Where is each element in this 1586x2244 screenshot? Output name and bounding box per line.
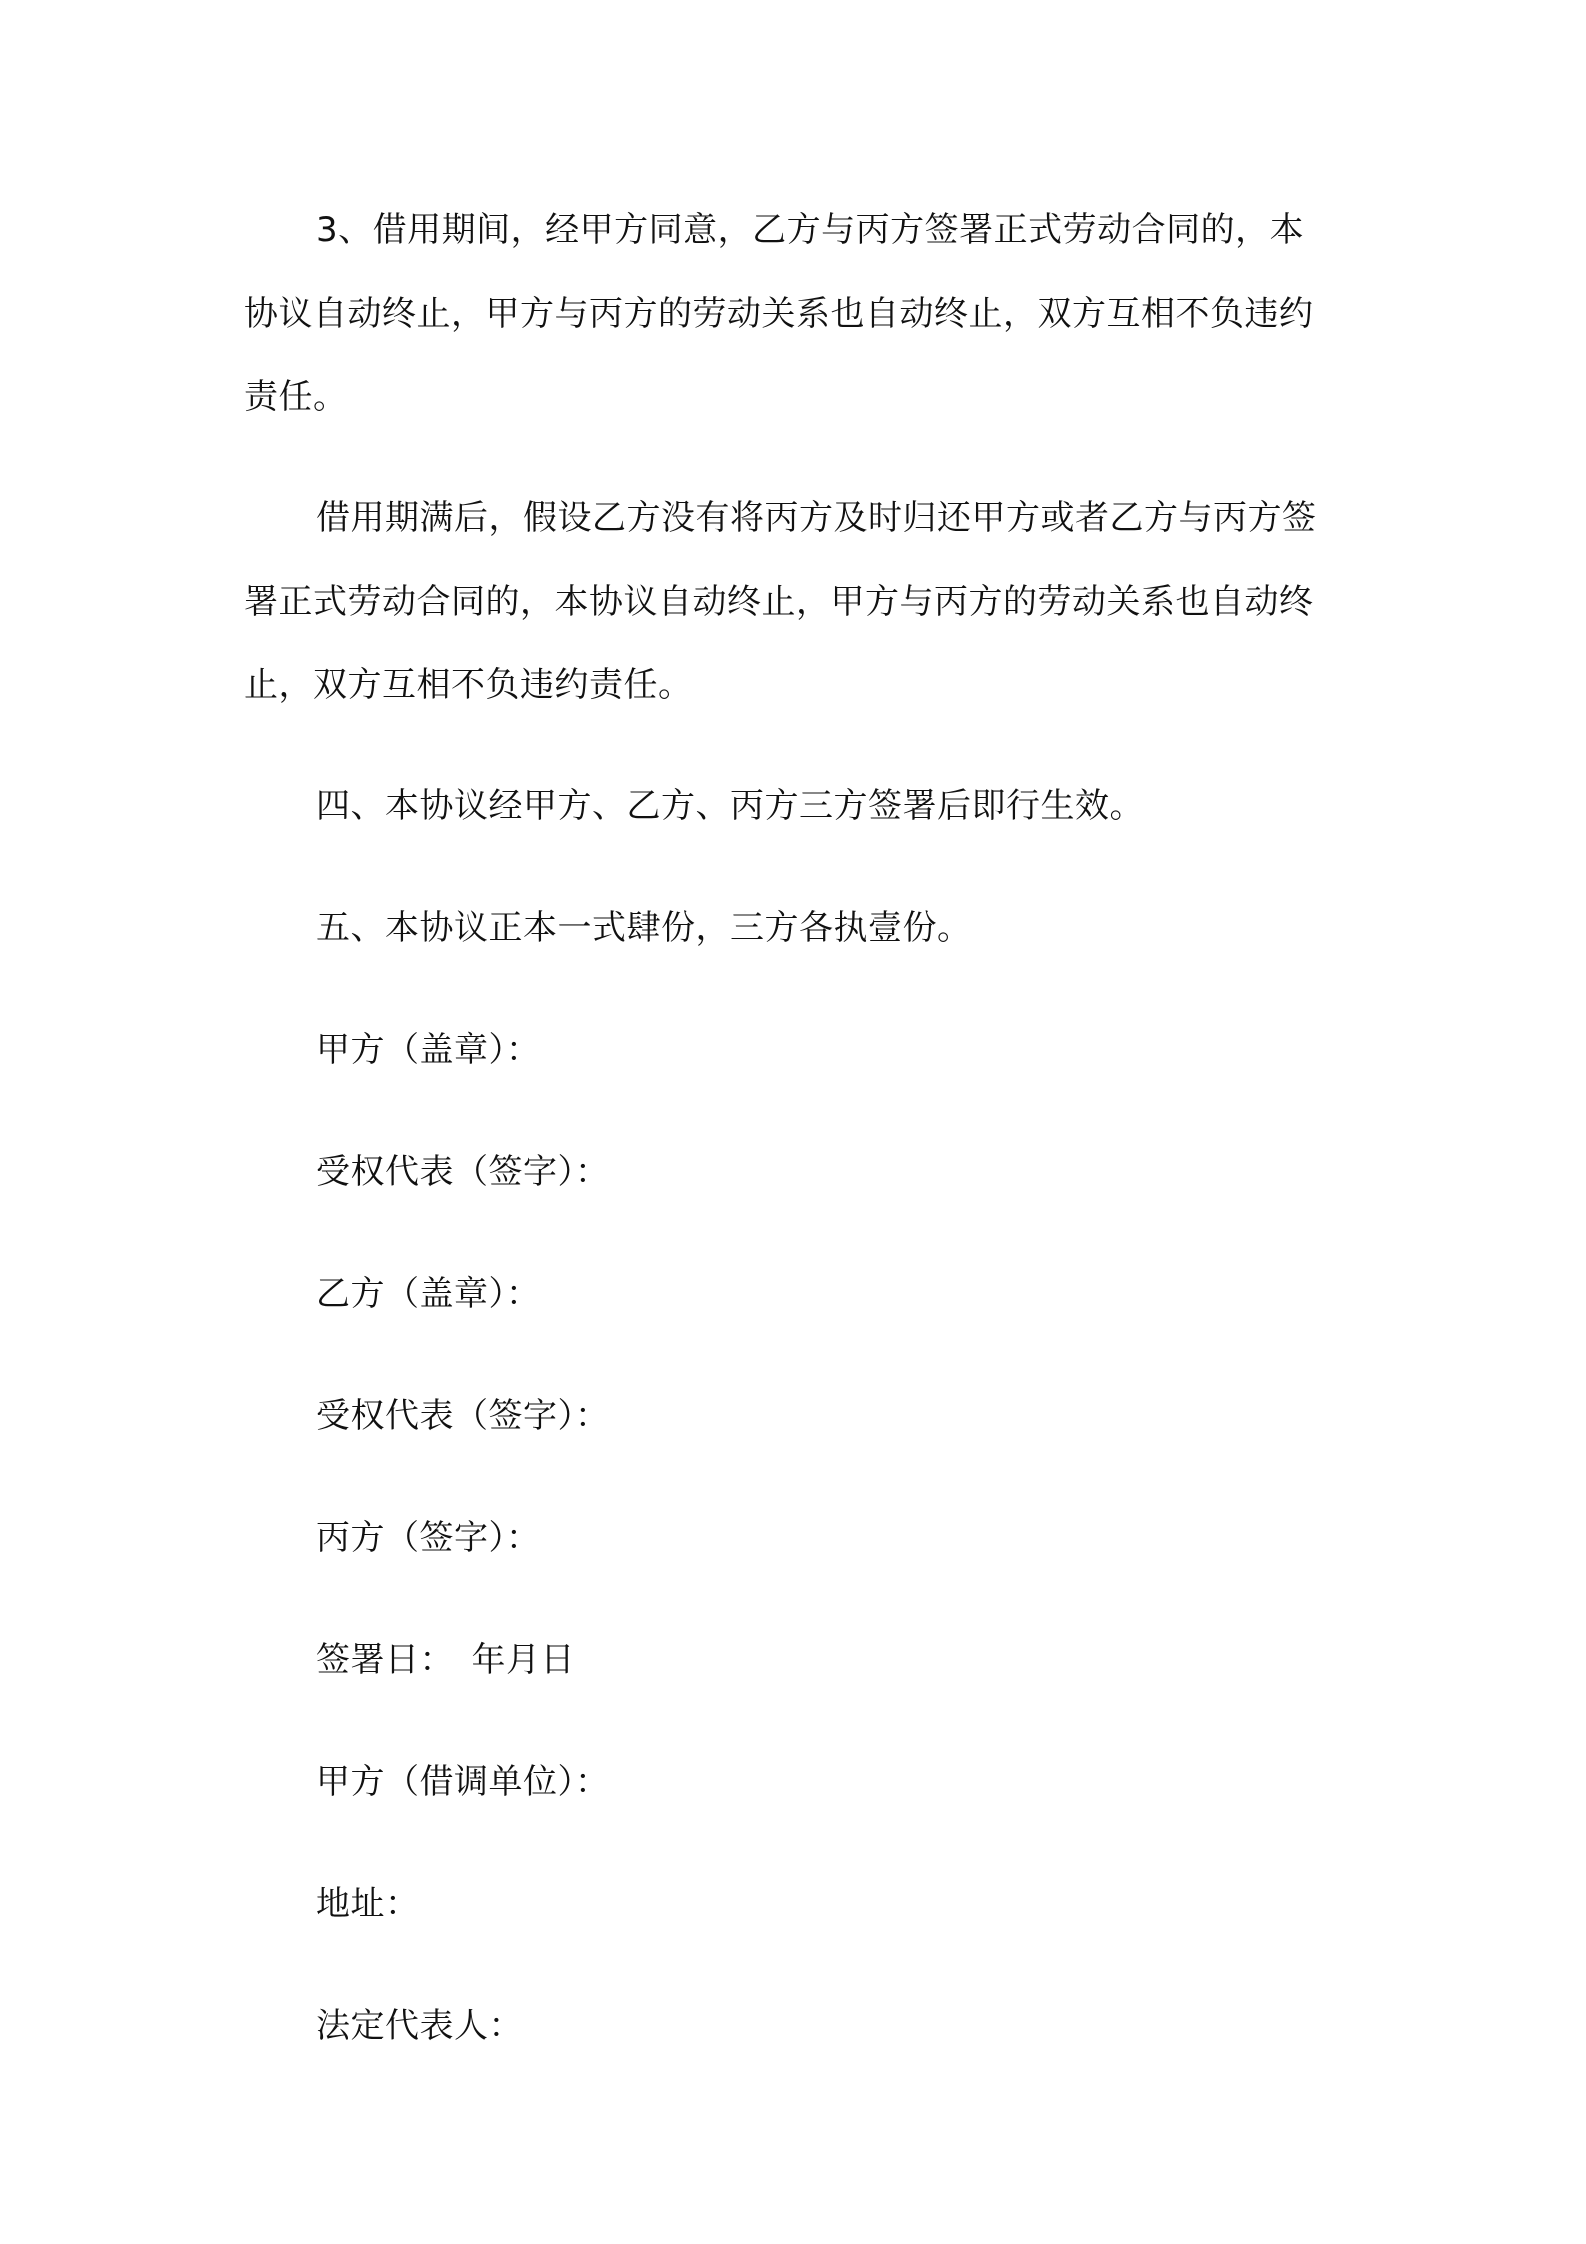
party-a-representative-field: 受权代表（签字）：: [316, 1152, 610, 1192]
clause-four: 四、本协议经甲方、乙方、丙方三方签署后即行生效。: [316, 786, 1144, 826]
paragraph-expiry-line-3: 止，双方互相不负违约责任。: [244, 665, 693, 705]
paragraph-expiry-line-2: 署正式劳动合同的，本协议自动终止，甲方与丙方的劳动关系也自动终: [244, 582, 1314, 622]
paragraph-3-line-3: 责任。: [244, 377, 348, 417]
signing-date-field: 签署日： 年月日: [316, 1640, 575, 1680]
paragraph-3-line-1: 3、借用期间，经甲方同意，乙方与丙方签署正式劳动合同的，本: [316, 210, 1305, 250]
clause-five: 五、本协议正本一式肆份，三方各执壹份。: [316, 908, 972, 948]
party-a-seal-field: 甲方（盖章）：: [316, 1030, 541, 1070]
party-a-borrowing-unit-field: 甲方（借调单位）：: [316, 1762, 610, 1802]
paragraph-expiry-line-1: 借用期满后，假设乙方没有将丙方及时归还甲方或者乙方与丙方签: [316, 498, 1317, 538]
party-c-signature-field: 丙方（签字）：: [316, 1518, 541, 1558]
party-b-seal-field: 乙方（盖章）：: [316, 1274, 541, 1314]
address-field: 地址：: [316, 1884, 420, 1924]
party-b-representative-field: 受权代表（签字）：: [316, 1396, 610, 1436]
paragraph-3-line-2: 协议自动终止，甲方与丙方的劳动关系也自动终止，双方互相不负违约: [244, 294, 1314, 334]
legal-representative-field: 法定代表人：: [316, 2006, 523, 2046]
